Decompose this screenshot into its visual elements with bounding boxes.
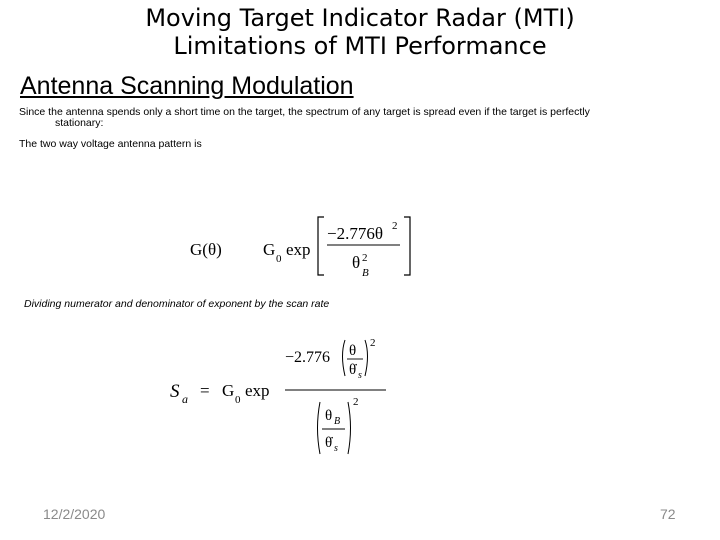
eq2-num-left-paren	[343, 340, 346, 376]
pattern-paragraph: The two way voltage antenna pattern is	[19, 138, 202, 150]
eq2-exp: exp	[245, 381, 270, 400]
eq2-g-sub: 0	[235, 394, 241, 406]
eq1-den-sub: B	[362, 267, 369, 279]
eq2-num-sup: 2	[370, 337, 376, 349]
intro-line-2: stationary:	[55, 117, 104, 129]
eq1-exp: exp	[286, 240, 311, 259]
title-line-2: Limitations of MTI Performance	[173, 32, 547, 60]
footer-date: 12/2/2020	[43, 506, 106, 522]
title-line-1: Moving Target Indicator Radar (MTI)	[145, 4, 575, 32]
eq2-den-right-paren	[348, 402, 351, 454]
scan-modulation-equation	[160, 330, 420, 460]
eq2-den-sup: 2	[353, 396, 359, 408]
eq1-left-bracket	[318, 217, 324, 275]
section-heading: Antenna Scanning Modulation	[20, 72, 354, 100]
eq2-den-left-paren	[318, 402, 321, 454]
eq1-numerator: −2.776θ	[327, 224, 383, 243]
eq2-den-thetas-sub: s	[334, 443, 338, 454]
eq2-coef: −2.776	[285, 349, 331, 366]
eq1-right-bracket	[404, 217, 410, 275]
eq1-lhs: G(θ)	[190, 240, 222, 259]
eq2-den-thetab-sub: B	[334, 416, 341, 427]
antenna-pattern-equation	[180, 205, 420, 285]
page-number: 72	[660, 506, 676, 522]
eq1-g-sub: 0	[276, 253, 282, 265]
eq2-num-theta: θ	[349, 343, 357, 359]
eq2-num-thetadot-sub: s	[358, 370, 362, 381]
intro-paragraph	[19, 107, 689, 129]
eq1-denominator: θ	[352, 253, 361, 272]
eq2-g: G	[222, 381, 235, 400]
eq2-lhs-sub: a	[182, 392, 188, 406]
intro-line-1: Since the antenna spends only a short time on the target, the spectrum of any target is spread even if the target is perfectly	[19, 106, 590, 118]
eq2-den-thetas: θ̇	[325, 435, 333, 451]
slide-title	[0, 4, 720, 60]
eq1-g: G	[263, 240, 276, 259]
eq2-num-right-paren	[365, 340, 368, 376]
eq2-num-thetadot: θ̇	[349, 362, 357, 378]
scan-rate-paragraph: Dividing numerator and denominator of exponent by the scan rate	[24, 298, 330, 310]
eq2-lhs: S	[170, 381, 180, 402]
eq1-num-sup: 2	[392, 220, 398, 232]
eq2-equals: =	[200, 381, 210, 400]
eq2-den-thetab: θ	[325, 408, 333, 424]
eq1-den-sup: 2	[362, 252, 368, 264]
